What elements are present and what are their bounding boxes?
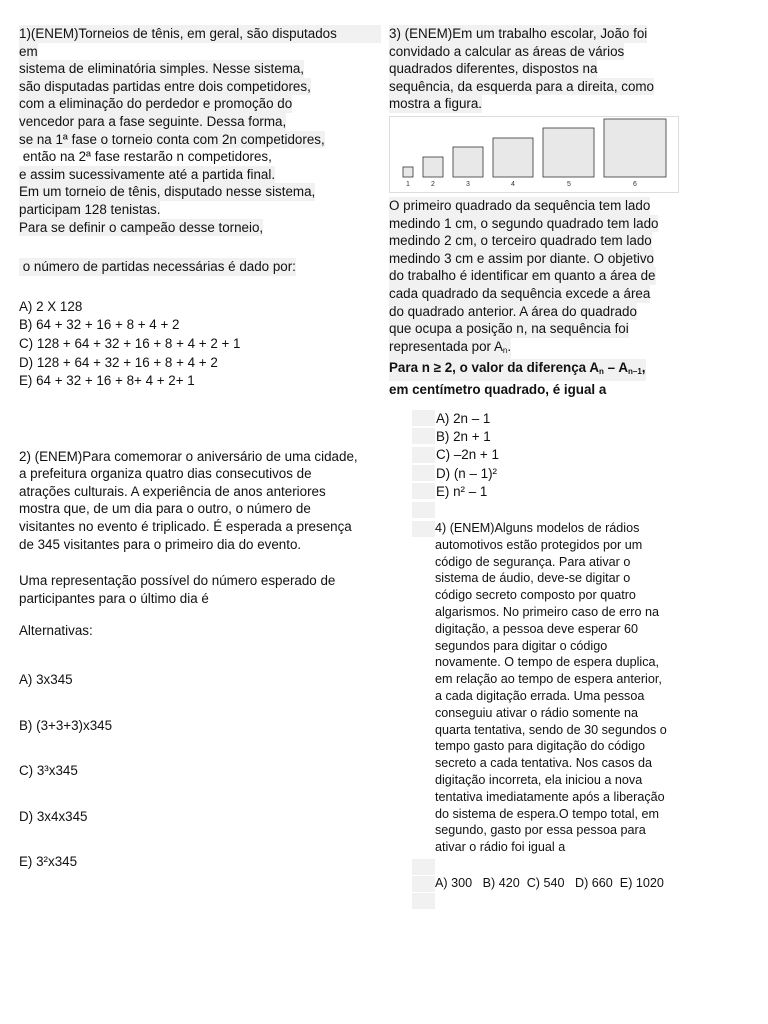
q3-repr-end: . (507, 338, 512, 354)
square-label: 5 (567, 180, 571, 188)
q4-line: do sistema de espera.O tempo total, em (435, 806, 660, 821)
q3-option: C) –2n + 1 (412, 446, 499, 464)
q1-option: A) 2 X 128 (19, 298, 83, 314)
square-3 (453, 147, 483, 177)
q2-line: 2) (ENEM)Para comemorar o aniversário de uma cidade, (19, 448, 358, 464)
square-label: 4 (511, 180, 515, 188)
square-label: 2 (431, 180, 435, 188)
q2-line: de 345 visitantes para o primeiro dia do evento. (19, 536, 302, 552)
q1-line: 1)(ENEM)Torneios de tênis, em geral, são disputados (19, 25, 381, 43)
q2-line: visitantes no evento é triplicado. É esperada a presença (19, 519, 352, 535)
q3-repr-sub: n (502, 345, 508, 355)
q4-line: sistema de áudio, deve-se digitar o (435, 571, 631, 586)
q3-option: B) 2n + 1 (412, 427, 499, 445)
square-label: 3 (466, 180, 470, 188)
q1-question: o número de partidas necessárias é dado por: (19, 259, 296, 275)
q3-options (412, 409, 499, 519)
q4-options: A) 300 B) 420 C) 540 D) 660 E) 1020 (435, 875, 664, 890)
q4-line: algarismos. No primeiro caso de erro na (435, 604, 659, 619)
q4-line: ativar o rádio foi igual a (435, 840, 566, 855)
q4-line: 4) (ENEM)Alguns modelos de rádios (435, 521, 640, 535)
q4-line: em relação ao tempo de espera anterior, (435, 672, 662, 687)
q4-line: a cada digitação errada. Uma pessoa (435, 688, 645, 703)
q3-body-line: cada quadrado da sequência excede a área (389, 285, 651, 301)
q2-alternatives-label: Alternativas: (19, 623, 93, 639)
q4-line: conseguiu ativar o rádio somente na (435, 705, 639, 720)
q4-line: tempo gasto para digitação do código (435, 739, 646, 754)
q4-line: quarta tentativa, sendo de 30 segundos o (435, 722, 667, 737)
q1-line: vencedor para a fase seguinte. Dessa forma, (19, 113, 287, 129)
q4-line: segundo, gasto por essa pessoa para (435, 823, 646, 838)
q1-line: Para se definir o campeão desse torneio, (19, 219, 264, 235)
q1-line: sistema de eliminatória simples. Nesse sistema, (19, 61, 305, 77)
q3-body-line: medindo 3 cm e assim por diante. O objetivo (389, 250, 654, 266)
q2-question-line: Uma representação possível do número esperado de (19, 573, 336, 589)
q3-representation (389, 338, 511, 360)
q3-body-line: do trabalho é identificar em quanto a área de (389, 268, 656, 284)
q1-option: C) 128 + 64 + 32 + 16 + 8 + 4 + 2 + 1 (19, 335, 241, 351)
question-2 (19, 448, 381, 871)
square-6 (604, 119, 666, 177)
q2-option: A) 3x345 (19, 672, 73, 688)
square-2 (423, 157, 443, 177)
q3-option: D) (n – 1)² (412, 464, 499, 482)
q3-option: E) n² – 1 (412, 482, 499, 500)
q2-option: E) 3²x345 (19, 854, 78, 870)
q2-question-line: participantes para o último dia é (19, 590, 209, 606)
square-label: 1 (406, 180, 410, 188)
q2-option: D) 3x4x345 (19, 808, 88, 824)
q1-line: são disputadas partidas entre dois competidores, (19, 78, 311, 94)
q3-option: A) 2n – 1 (412, 409, 499, 427)
q3-body-line: O primeiro quadrado da sequência tem lado (389, 197, 651, 213)
q2-line: a prefeitura organiza quatro dias consecutivos de (19, 466, 312, 482)
q3-body-line: medindo 2 cm, o terceiro quadrado tem lado (389, 233, 652, 249)
q3-intro-line: 3) (ENEM)Em um trabalho escolar, João foi (389, 26, 648, 41)
q4-line: secreto a cada tentativa. Nos casos da (435, 756, 653, 771)
q4-line: automotivos estão protegidos por um (435, 537, 643, 552)
question-3 (389, 25, 679, 399)
squares-figure (389, 116, 679, 193)
q3-intro-line: mostra a figura. (389, 96, 483, 112)
q4-line: código secreto composto por quatro (435, 588, 636, 603)
q4-line: digitação, a pessoa deve esperar 60 (435, 621, 639, 636)
q4-line: digitação incorreta, ela iniciou a nova (435, 772, 643, 787)
q1-line: se na 1ª fase o torneio conta com 2n competidores, (19, 131, 325, 147)
q3-question: Para n ≥ 2, o valor da diferença $A_n - A_{n-1}$, (389, 359, 646, 381)
q1-line: participam 128 tenistas. (19, 201, 161, 217)
q3-body-line: que ocupa a posição n, na sequência foi (389, 321, 629, 337)
q1-option: B) 64 + 32 + 16 + 8 + 4 + 2 (19, 317, 180, 333)
left-column (19, 25, 381, 871)
q1-line: Em um torneio de tênis, disputado nesse sistema, (19, 184, 316, 200)
squares-sequence-svg (390, 117, 678, 192)
q3-blank-row (412, 500, 499, 518)
question-1 (19, 25, 381, 391)
q4-line: segundos para digitar o código (435, 638, 608, 653)
q2-option: B) (3+3+3)x345 (19, 717, 113, 733)
q4-line: código de segurança. Para ativar o (435, 554, 631, 569)
question-4 (412, 520, 682, 892)
q4-line: novamente. O tempo de espera duplica, (435, 655, 660, 670)
square-4 (493, 138, 533, 177)
q1-option: E) 64 + 32 + 16 + 8+ 4 + 2+ 1 (19, 373, 195, 389)
q2-line: atrações culturais. A experiência de anos anteriores (19, 483, 326, 499)
right-column (389, 25, 679, 399)
q1-line: e assim sucessivamente até a partida final. (19, 166, 276, 182)
q2-line: mostra que, de um dia para o outro, o número de (19, 501, 311, 517)
q3-question-line-2: em centímetro quadrado, é igual a (389, 381, 607, 397)
q2-option: C) 3³x345 (19, 763, 78, 779)
square-label: 6 (633, 180, 637, 188)
q3-intro-line: quadrados diferentes, dispostos na (389, 61, 598, 77)
q3-repr-text: representada por A (389, 338, 503, 354)
q1-line: em (19, 43, 38, 59)
square-1 (403, 167, 413, 177)
q3-intro-line: sequência, da esquerda para a direita, como (389, 78, 655, 94)
q1-line: com a eliminação do perdedor e promoção do (19, 96, 293, 112)
q4-line: tentativa imediatamente após a liberação (435, 789, 665, 804)
q3-body-line: do quadrado anterior. A área do quadrado (389, 303, 637, 319)
q1-option: D) 128 + 64 + 32 + 16 + 8 + 4 + 2 (19, 354, 218, 370)
q3-body-line: medindo 1 cm, o segundo quadrado tem lado (389, 215, 659, 231)
square-5 (543, 128, 594, 177)
q1-line: então na 2ª fase restarão n competidores, (19, 149, 272, 165)
q3-intro-line: convidado a calcular as áreas de vários (389, 43, 625, 59)
